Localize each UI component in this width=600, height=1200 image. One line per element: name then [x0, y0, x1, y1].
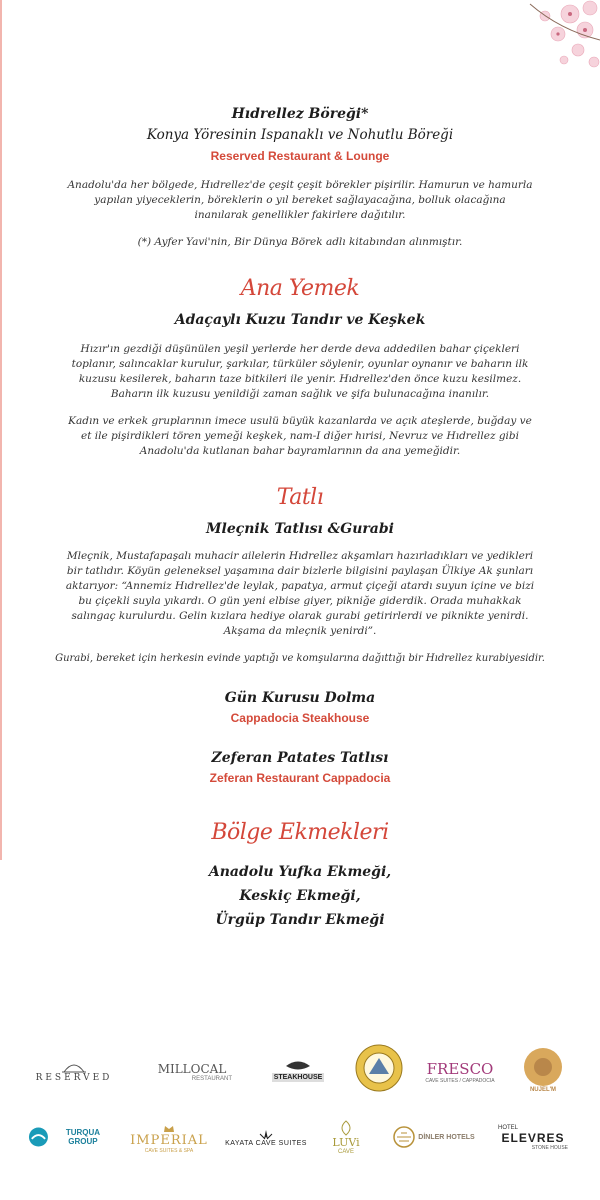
- seal-icon: [355, 1044, 403, 1092]
- restaurant-name: Reserved Restaurant & Lounge: [210, 149, 390, 163]
- municipality-seal-logo: [355, 1044, 403, 1092]
- description-line: Anadolu'da her bölgede, Hıdrellez'de çeşit çeşit börekler pişirilir. Hamurun ve hamurla: [67, 179, 533, 191]
- luvi-logo: [326, 1110, 366, 1164]
- luvi-leaf-icon: [337, 1120, 355, 1136]
- description-line: Anadolu'da kutlanan bahar bayramlarının da ana yemeğidir.: [139, 445, 461, 457]
- section-heading: Tatlı: [276, 485, 324, 510]
- description-line: bir tatlıdır. Köyün geleneksel yaşamına dair bizlerle bilgisini paylaşan Ülkiye Ak şunları: [66, 565, 534, 577]
- dish-title: Mleçnik Tatlısı &Gurabi: [206, 521, 394, 537]
- description-line: Gurabi, bereket için herkesin evinde yaptığı ve komşularına dağıttığı bir Hıdrellez kurabiyesidir.: [55, 653, 545, 664]
- nujelm-label: NUJEL'M: [529, 1087, 557, 1093]
- description-line: yapılan yiyeceklerin, böreklerin o yıl bereket sağlayacağına, bolluk olacağına: [94, 194, 506, 206]
- dish-title: Zeferan Patates Tatlısı: [211, 750, 389, 766]
- steakhouse-logo: [268, 1048, 328, 1092]
- restaurant-name: Cappadocia Steakhouse: [230, 711, 370, 725]
- fresco-sub: CAVE SUITES / CAPPADOCIA: [425, 1078, 495, 1084]
- reserved-logo: [28, 1052, 120, 1092]
- description-line: et ile pişirdikleri tören yemeği keşkek, nam-I diğer hırisi, Nevruz ve Hıdrellez gibi: [80, 430, 519, 442]
- luvi-sub: CAVE: [338, 1148, 354, 1155]
- millocal-label: MILLOCAL: [157, 1062, 227, 1076]
- description-line: Mleçnik, Mustafapaşalı muhacir ailelerin Hıdrellez akşamları hazırladıkları ve yedikleri: [66, 550, 534, 562]
- sponsor-logos: [0, 1040, 600, 1190]
- description-line: Hızır'ın gezdiği düşünülen yeşil yerlerde her derde deva addedilen bahar çiçekleri: [80, 343, 520, 355]
- nujelm-logo: [516, 1042, 570, 1098]
- bread-item: Keskiç Ekmeği,: [239, 888, 361, 904]
- imperial-label: IMPERIAL: [130, 1132, 208, 1148]
- section-heading: Ana Yemek: [240, 276, 360, 301]
- turqua-label: TURQUA GROUP: [65, 1128, 101, 1146]
- imperial-sub: CAVE SUITES & SPA: [144, 1147, 194, 1154]
- millocal-logo: [142, 1054, 242, 1090]
- description-line: Akşama da mleçnik yenirdi”.: [223, 625, 377, 637]
- bread-item: Ürgüp Tandır Ekmeği: [215, 912, 385, 928]
- description-line: Kadın ve erkek gruplarının imece usulü büyük kazanlarda ve açık ateşlerde, buğday ve: [68, 415, 532, 427]
- imperial-logo: [128, 1116, 210, 1160]
- millocal-sub: RESTAURANT: [191, 1076, 232, 1082]
- description-line: Baharın ilk kuzusu yenildiği zaman sağlık ve şifa bulunacağına inanılır.: [110, 388, 490, 400]
- turqua-circle-icon: [28, 1126, 49, 1148]
- restaurant-name: Zeferan Restaurant Cappadocia: [209, 771, 391, 785]
- elevres-logo: [492, 1120, 574, 1156]
- cloche-icon: [62, 1061, 86, 1073]
- dinler-label: DİNLER HOTELS: [418, 1133, 475, 1141]
- fresco-label: FRESCO: [426, 1060, 494, 1078]
- description-line: toplanır, salıncaklar kurulur, şarkılar, türküler söylenir, oyunlar oynanır ve baharın ilk: [71, 358, 529, 370]
- kayata-logo: [220, 1120, 312, 1156]
- luvi-label: LUVi: [332, 1135, 360, 1149]
- dish-title: Adaçaylı Kuzu Tandır ve Keşkek: [174, 312, 426, 328]
- nujelm-emblem-icon: [522, 1047, 564, 1087]
- bread-item: Anadolu Yufka Ekmeği,: [208, 864, 392, 880]
- dinler-logo: [386, 1122, 482, 1152]
- dish-subtitle: Konya Yöresinin Ispanaklı ve Nohutlu Böreği: [146, 127, 454, 143]
- elevres-sub: STONE HOUSE: [531, 1145, 568, 1151]
- turqua-logo: [28, 1122, 114, 1152]
- dish-title: Hıdrellez Böreği*: [231, 106, 369, 122]
- elevres-hotel: HOTEL: [498, 1125, 519, 1131]
- menu-content: [50, 104, 550, 932]
- crown-icon: [163, 1123, 175, 1133]
- leaf-icon: [258, 1130, 274, 1140]
- section-heading: Bölge Ekmekleri: [211, 820, 389, 845]
- dinler-sun-icon: [393, 1126, 415, 1148]
- fresco-logo: [425, 1052, 495, 1092]
- reserved-label: RESERVED: [35, 1073, 113, 1083]
- dish-title: Gün Kurusu Dolma: [224, 690, 376, 706]
- steakhouse-label: STEAKHOUSE: [273, 1073, 323, 1081]
- kayata-label: KAYATA CAVE SUITES: [225, 1139, 307, 1147]
- cherry-blossom-decoration: [490, 0, 600, 95]
- description-line: inanılarak genellikler fakirlere dağıtılır.: [194, 209, 406, 221]
- elevres-label: ELEVRES: [501, 1131, 565, 1145]
- description-line: salıngaç kurulurdu. Gelin kızlara hediye olarak gurabi getirirlerdi ve piknikte yenirdi.: [71, 610, 529, 622]
- description-line: kuzusu kesilerek, baharın taze bitkileri ile yenir. Hıdrellez'den önce kuzu kesilmez.: [78, 373, 522, 385]
- description-line: bu çiçekli suyla yıkardı. O gün yeni elbise giyer, pikniğe giderdik. Orada muhakkak: [78, 595, 522, 607]
- bull-icon: [283, 1059, 313, 1073]
- footnote: (*) Ayfer Yavi'nin, Bir Dünya Börek adlı kitabından alınmıştır.: [137, 236, 463, 248]
- side-accent-line: [0, 0, 4, 860]
- description-line: aktarıyor: “Annemiz Hıdrellez'de leylak, papatya, armut çiçeği atardı suyun içine ve bizi: [65, 580, 535, 592]
